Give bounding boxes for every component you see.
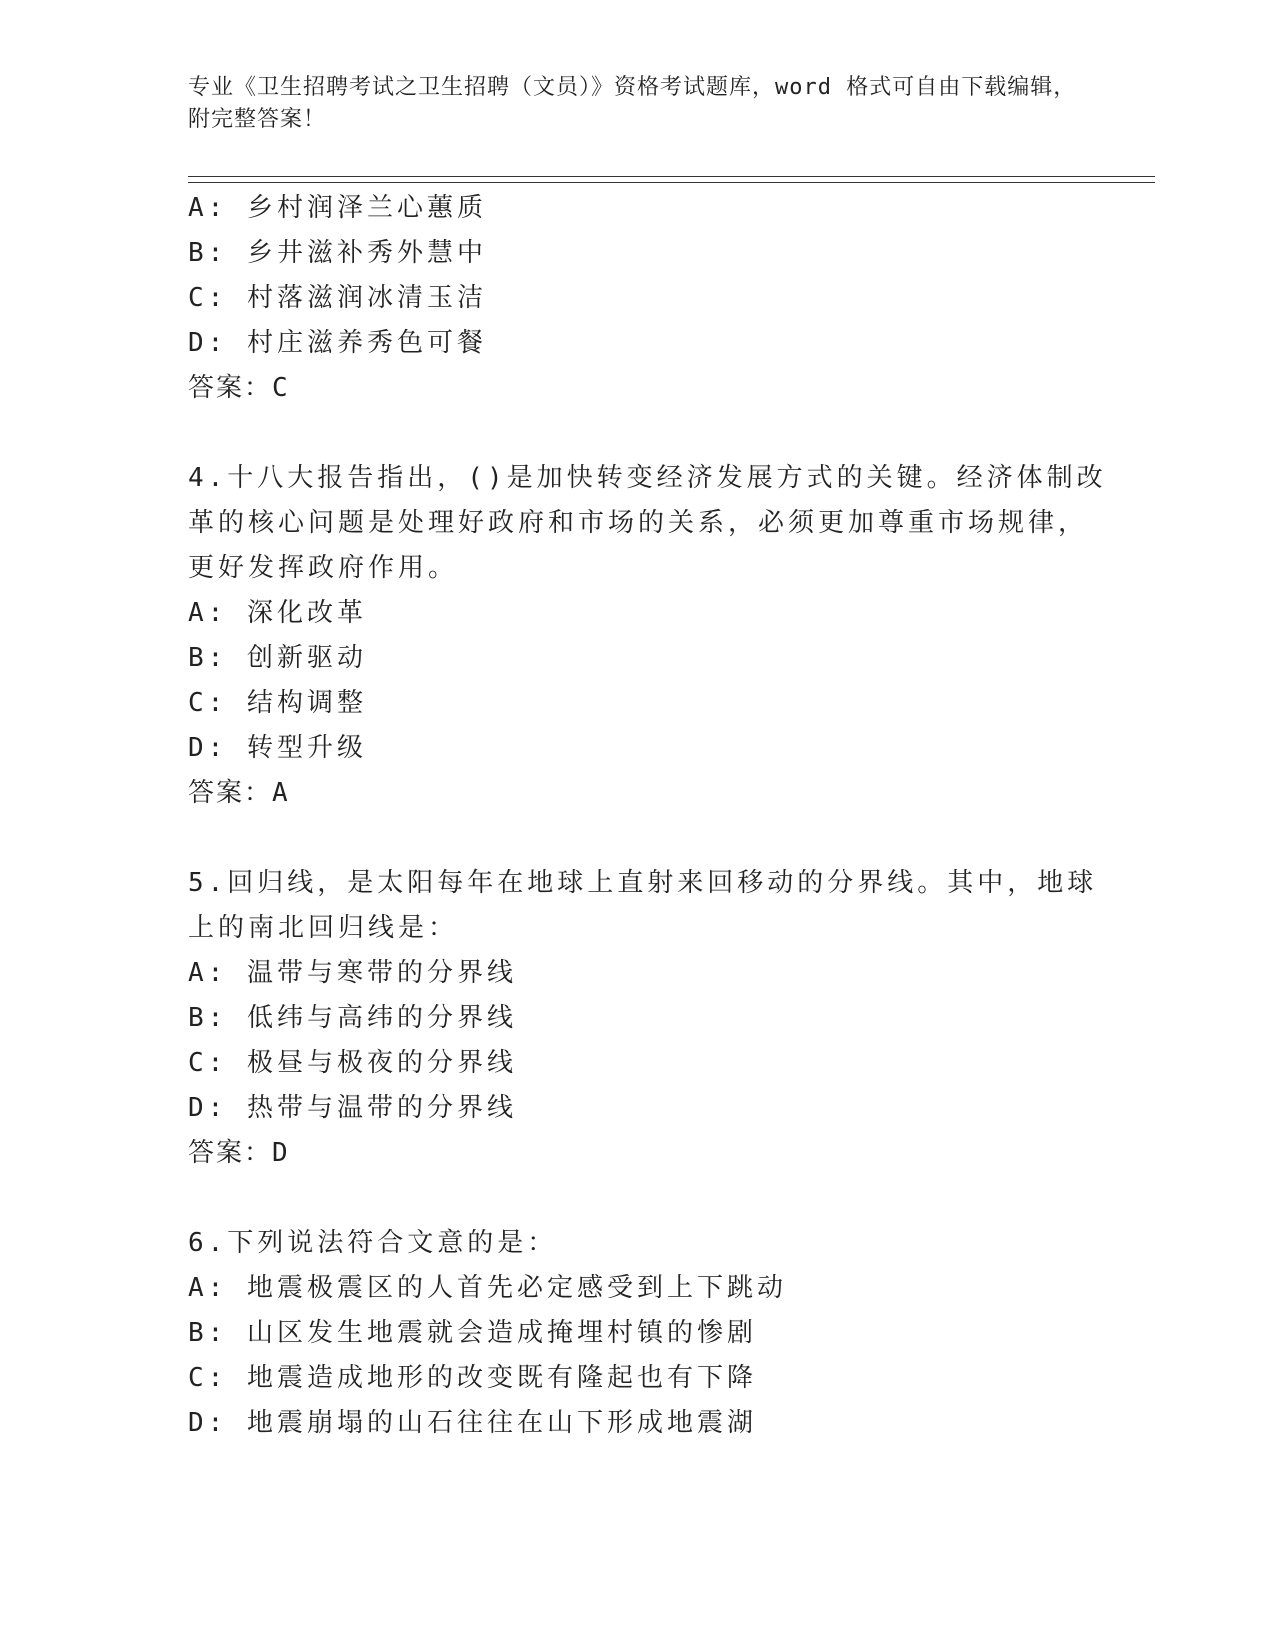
q3-option-c: C: 村落滋润冰清玉洁: [188, 283, 487, 313]
q6-option-a: A: 地震极震区的人首先必定感受到上下跳动: [188, 1273, 787, 1303]
q5-stem-line-1: 5.回归线，是太阳每年在地球上直射来回移动的分界线。其中，地球: [188, 868, 1098, 898]
q6-stem-line-1: 6.下列说法符合文意的是：: [188, 1228, 558, 1258]
q4-answer: 答案：A: [188, 778, 290, 808]
q6-option-d: D: 地震崩塌的山石往往在山下形成地震湖: [188, 1408, 757, 1438]
q3-option-d: D: 村庄滋养秀色可餐: [188, 328, 487, 358]
q4-option-a: A: 深化改革: [188, 598, 367, 628]
header-rule-top: [188, 176, 1155, 177]
q5-option-b: B: 低纬与高纬的分界线: [188, 1003, 517, 1033]
q5-option-a: A: 温带与寒带的分界线: [188, 958, 517, 988]
q3-answer: 答案：C: [188, 373, 290, 403]
q4-option-d: D: 转型升级: [188, 733, 367, 763]
q6-option-c: C: 地震造成地形的改变既有隆起也有下降: [188, 1363, 757, 1393]
q6-option-b: B: 山区发生地震就会造成掩埋村镇的惨剧: [188, 1318, 757, 1348]
q3-option-a: A: 乡村润泽兰心蕙质: [188, 193, 487, 223]
header-rule-bottom: [188, 182, 1155, 183]
q3-option-b: B: 乡井滋补秀外慧中: [188, 238, 487, 268]
q5-option-d: D: 热带与温带的分界线: [188, 1093, 517, 1123]
document-header: 专业《卫生招聘考试之卫生招聘（文员）》资格考试题库，word 格式可自由下载编辑，附完整答案！: [188, 75, 1077, 132]
q4-option-b: B: 创新驱动: [188, 643, 367, 673]
q4-stem-line-3: 更好发挥政府作用。: [188, 553, 459, 583]
q4-stem-line-2: 革的核心问题是处理好政府和市场的关系，必须更加尊重市场规律，: [188, 508, 1089, 538]
q5-option-c: C: 极昼与极夜的分界线: [188, 1048, 517, 1078]
q4-stem-line-1: 4.十八大报告指出，()是加快转变经济发展方式的关键。经济体制改: [188, 463, 1107, 493]
q5-stem-line-2: 上的南北回归线是：: [188, 913, 459, 943]
q4-option-c: C: 结构调整: [188, 688, 367, 718]
q5-answer: 答案：D: [188, 1138, 290, 1168]
